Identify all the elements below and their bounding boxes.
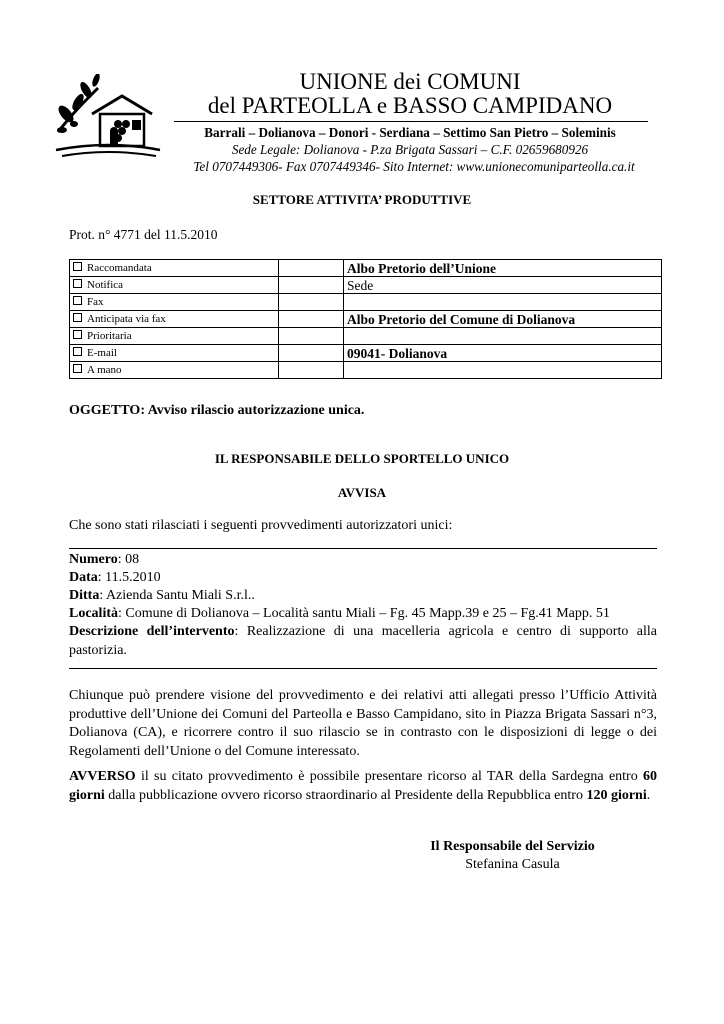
empty-cell	[279, 260, 344, 277]
record-top-divider	[69, 548, 657, 549]
signature-block	[400, 838, 625, 874]
distribution-row	[70, 311, 662, 328]
responsible-heading: IL RESPONSABILE DELLO SPORTELLO UNICO	[214, 451, 510, 466]
subject-line: OGGETTO: Avviso rilascio autorizzazione unica.	[69, 403, 365, 418]
empty-cell	[279, 328, 344, 345]
empty-cell	[279, 345, 344, 362]
ditta-value: : Azienda Santu Miali S.r.l..	[99, 588, 255, 603]
olive-branch-house-logo-icon	[52, 74, 164, 162]
header-sede: Sede Legale: Dolianova - P.za Brigata Sassari – C.F. 02659680926	[231, 142, 589, 157]
checkbox-icon	[73, 347, 82, 356]
recipient-cell: Albo Pretorio del Comune di Dolianova	[344, 311, 662, 328]
paragraph-visione: Chiunque può prendere visione del provvedimento e dei relativi atti allegati presso l’Ufficio Attività produttive dell’Unione dei Comuni del Parteolla e Basso Campidano, sito in Piazza Brigata Sassari n°3, Dolianova (CA), e ricorrere contro il suo rilascio se in contrasto con le disposizioni di legge o dei Regolamenti dell’Unione o del Comune interessato.	[69, 688, 657, 759]
localita-value: : Comune di Dolianova – Località santu Miali – Fg. 45 Mapp.39 e 25 – Fg.41 Mapp. 51	[118, 606, 610, 621]
descrizione-label: Descrizione dell’intervento	[69, 624, 235, 639]
avverso-60-days: 60 giorni	[69, 769, 657, 803]
record-descrizione	[69, 623, 657, 660]
delivery-method-label: E-mail	[87, 346, 117, 359]
empty-cell	[279, 311, 344, 328]
numero-value: : 08	[117, 552, 140, 567]
recipient-cell	[344, 362, 662, 379]
avverso-text-2: dalla pubblicazione ovvero ricorso straordinario al Presidente della Repubblica entro	[104, 787, 587, 803]
signature-role: Il Responsabile del Servizio	[430, 839, 595, 854]
data-label: Data	[69, 570, 98, 585]
recipient-cell: 09041- Dolianova	[344, 345, 662, 362]
checkbox-icon	[73, 330, 82, 339]
paragraph-avverso	[69, 768, 657, 805]
data-value: : 11.5.2010	[97, 570, 161, 585]
delivery-method-cell	[70, 294, 279, 311]
checkbox-icon	[73, 262, 82, 271]
distribution-row	[70, 362, 662, 379]
ditta-label: Ditta	[69, 588, 100, 603]
avverso-120-days: 120 giorni	[586, 787, 647, 803]
empty-cell	[279, 277, 344, 294]
avvisa-heading: AVVISA	[337, 485, 387, 500]
delivery-method-cell	[70, 345, 279, 362]
checkbox-icon	[73, 279, 82, 288]
record-localita	[69, 605, 657, 624]
checkbox-icon	[73, 364, 82, 373]
header-towns: Barrali – Dolianova – Donori - Serdiana – Settimo San Pietro – Soleminis	[204, 125, 616, 140]
empty-cell	[279, 362, 344, 379]
signature-name: Stefanina Casula	[465, 857, 560, 872]
avverso-text-1: il su citato provvedimento è possibile presentare ricorso al TAR della Sardegna entro	[135, 769, 643, 784]
delivery-method-cell	[70, 277, 279, 294]
avverso-label: AVVERSO	[69, 769, 136, 784]
distribution-row	[70, 328, 662, 345]
distribution-row	[70, 294, 662, 311]
record-numero	[69, 551, 657, 570]
checkbox-icon	[73, 313, 82, 322]
delivery-method-cell	[70, 328, 279, 345]
delivery-method-cell	[70, 311, 279, 328]
delivery-method-label: A mano	[87, 363, 122, 376]
intro-text: Che sono stati rilasciati i seguenti provvedimenti autorizzatori unici:	[69, 518, 453, 533]
localita-label: Località	[69, 606, 118, 621]
header-title-line1: UNIONE dei COMUNI	[299, 69, 521, 94]
recipient-cell: Albo Pretorio dell’Unione	[344, 260, 662, 277]
header-title-line2: del PARTEOLLA e BASSO CAMPIDANO	[207, 93, 613, 118]
header-contacts: Tel 0707449306- Fax 0707449346- Sito Internet: www.unionecomuniparteolla.ca.it	[193, 159, 635, 174]
delivery-method-label: Notifica	[87, 278, 124, 291]
descrizione-value: : Realizzazione di una macelleria agricola e centro di supporto alla pastorizia.	[69, 624, 657, 658]
checkbox-icon	[73, 296, 82, 305]
empty-cell	[279, 294, 344, 311]
header-divider	[174, 121, 648, 122]
record-bottom-divider	[69, 668, 657, 669]
sector-title: SETTORE ATTIVITA’ PRODUTTIVE	[252, 192, 472, 207]
avverso-text-3: .	[646, 787, 651, 803]
recipient-cell	[344, 294, 662, 311]
delivery-method-label: Prioritaria	[87, 329, 132, 342]
delivery-method-cell	[70, 362, 279, 379]
record-data	[69, 569, 657, 588]
record-ditta	[69, 587, 657, 606]
distribution-table	[69, 259, 662, 379]
distribution-row	[70, 260, 662, 277]
delivery-method-label: Anticipata via fax	[87, 312, 166, 325]
protocol-number: Prot. n° 4771 del 11.5.2010	[69, 227, 218, 242]
distribution-row	[70, 277, 662, 294]
delivery-method-label: Fax	[87, 295, 104, 308]
numero-label: Numero	[69, 552, 118, 567]
delivery-method-label: Raccomandata	[87, 261, 152, 274]
distribution-row	[70, 345, 662, 362]
delivery-method-cell	[70, 260, 279, 277]
recipient-cell	[344, 328, 662, 345]
recipient-cell: Sede	[344, 277, 662, 294]
